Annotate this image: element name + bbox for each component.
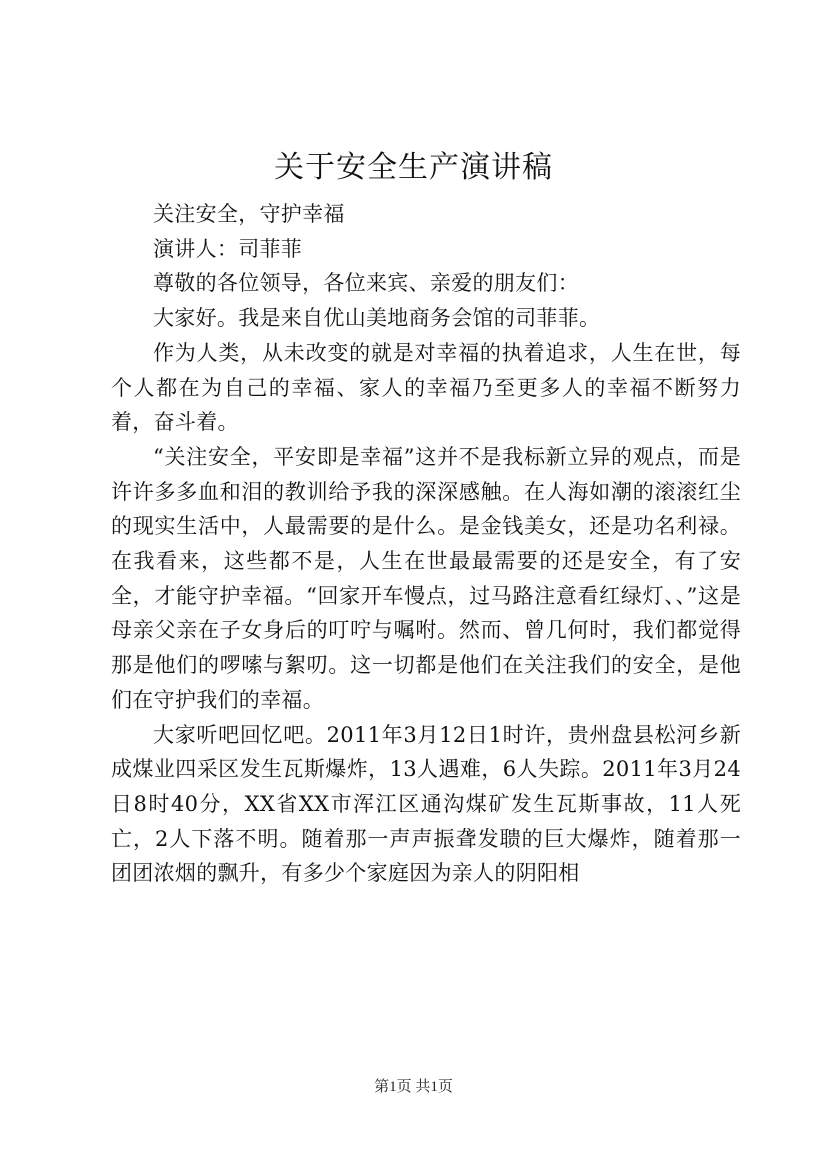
- paragraph-body: “关注安全，平安即是幸福”这并不是我标新立异的观点，而是许许多多血和泪的教训给予我的深深感触。在人海如潮的滚滚红尘的现实生活中，人最需要的是什么。是金钱美女，还是功名利禄。在我看来，这些都不是，人生在世最最需要的还是安全，有了安全，才能守护幸福。“回家开车慢点，过马路注意看红绿灯、、”这是母亲父亲在子女身后的叮咛与嘱咐。然而、曾几何时，我们都觉得那是他们的啰嗦与絮叨。这一切都是他们在关注我们的安全，是他们在守护我们的幸福。: [111, 444, 741, 712]
- paragraph-body: 作为人类，从未改变的就是对幸福的执着追求，人生在世，每个人都在为自己的幸福、家人的幸福乃至更多人的幸福不断努力着，奋斗着。: [111, 340, 741, 435]
- paragraph-body: 大家听吧回忆吧。2011年3月12日1时许，贵州盘县松河乡新成煤业四采区发生瓦斯爆炸，13人遇难，6人失踪。2011年3月24日8时40分，XX省XX市浑江区通沟煤矿发生瓦斯事故，11人死亡，2人下落不明。随着那一声声振聋发聩的巨大爆炸，随着那一团团浓烟的飘升，有多少个家庭因为亲人的阴阳相: [111, 722, 741, 886]
- page-number-footer: 第1页 共1页: [374, 1079, 453, 1095]
- paragraph-greeting: 大家好。我是来自优山美地商务会馆的司菲菲。: [153, 306, 601, 331]
- paragraph-subtitle: 关注安全，守护幸福: [153, 202, 345, 226]
- paragraph-speaker: 演讲人：司菲菲: [153, 236, 303, 261]
- document-title: 关于安全生产演讲稿: [274, 150, 553, 185]
- document-body: [111, 197, 741, 891]
- paragraph-salutation: 尊敬的各位领导，各位来宾、亲爱的朋友们：: [153, 271, 579, 296]
